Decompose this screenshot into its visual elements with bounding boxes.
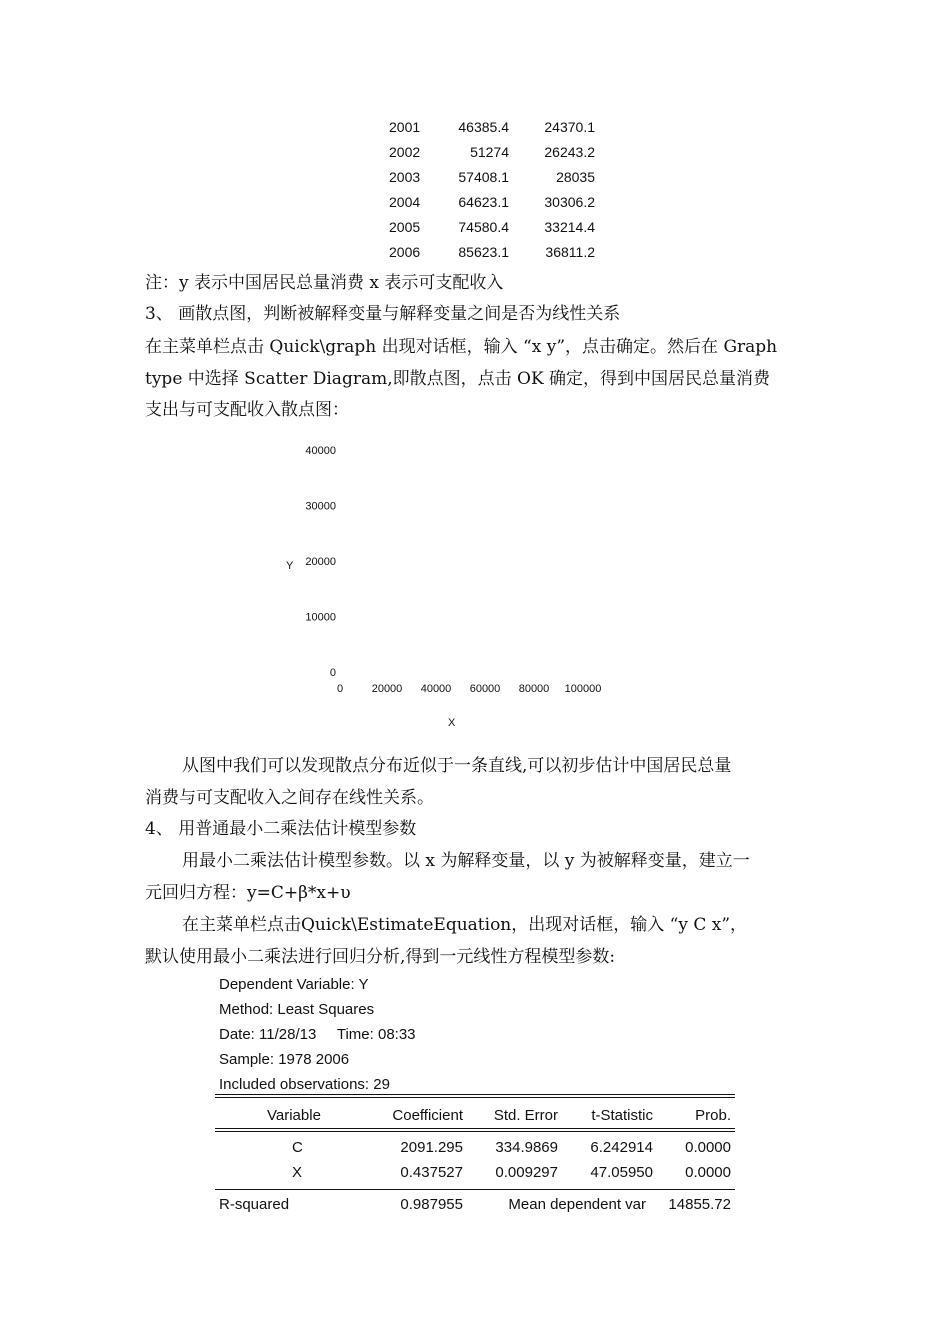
header-std-error: Std. Error bbox=[493, 1107, 558, 1124]
y-tick-label: 20000 bbox=[305, 556, 336, 568]
mean-dependent-label: Mean dependent var bbox=[508, 1196, 646, 1213]
header-rule-2 bbox=[215, 1131, 735, 1132]
header-rule bbox=[215, 1128, 735, 1129]
r-squared-value: 0.987955 bbox=[400, 1196, 463, 1213]
note-text: 注：y 表示中国居民总量消费 x 表示可支配收入 bbox=[145, 273, 504, 293]
x-tick-label: 40000 bbox=[420, 683, 452, 695]
header-variable: Variable bbox=[267, 1107, 321, 1124]
sample-text: Sample: 1978 2006 bbox=[219, 1051, 350, 1068]
section-3-line-1: 在主菜单栏点击 Quick\graph 出现对话框，输入 “x y”，点击确定。然后在 Graph bbox=[145, 337, 778, 357]
method-text: Method: Least Squares bbox=[219, 1001, 375, 1018]
section-4-para-2-line-2: 默认使用最小二乘法进行回归分析,得到一元线性方程模型参数: bbox=[145, 947, 616, 967]
section-3-line-2: type 中选择 Scatter Diagram,即散点图，点击 OK 确定，得到中国居民总量消费 bbox=[145, 369, 771, 389]
section-3-line-3: 支出与可支配收入散点图： bbox=[145, 400, 349, 420]
observations-text: Included observations: 29 bbox=[219, 1076, 390, 1093]
y-axis-label: Y bbox=[286, 560, 294, 572]
after-chart-line-1: 从图中我们可以发现散点分布近似于一条直线,可以初步估计中国居民总量 bbox=[182, 756, 732, 776]
y-tick-label: 40000 bbox=[305, 445, 336, 457]
dependent-variable-text: Dependent Variable: Y bbox=[219, 976, 369, 993]
after-chart-line-2: 消费与可支配收入之间存在线性关系。 bbox=[145, 788, 434, 808]
header-t-statistic: t-Statistic bbox=[591, 1107, 653, 1124]
r-squared-label: R-squared bbox=[219, 1196, 290, 1213]
section-4-para-1-line-1: 用最小二乘法估计模型参数。以 x 为解释变量，以 y 为被解释变量，建立一 bbox=[182, 851, 750, 871]
mean-dependent-value: 14855.72 bbox=[668, 1196, 731, 1213]
section-4-heading: 4、 用普通最小二乘法估计模型参数 bbox=[145, 819, 417, 839]
x-tick-label: 0 bbox=[336, 683, 344, 695]
x-axis-label: X bbox=[448, 717, 456, 729]
header-coefficient: Coefficient bbox=[392, 1107, 463, 1124]
y-tick-label: 30000 bbox=[305, 500, 336, 513]
x-tick-label: 20000 bbox=[371, 683, 403, 695]
section-4-para-1-line-2: 元回归方程：y=C+β*x+υ bbox=[145, 883, 351, 903]
x-tick-label: 100000 bbox=[564, 683, 602, 695]
x-tick-label: 60000 bbox=[469, 683, 501, 695]
section-4-para-2-line-1: 在主菜单栏点击Quick\EstimateEquation，出现对话框，输入 “y C x”， bbox=[182, 915, 748, 935]
body-rule bbox=[215, 1189, 735, 1190]
scatter-chart bbox=[270, 440, 630, 740]
table-top-rule bbox=[215, 1094, 735, 1095]
x-tick-label: 80000 bbox=[518, 683, 550, 695]
section-3-heading: 3、 画散点图，判断被解释变量与解释变量之间是否为线性关系 bbox=[145, 304, 621, 324]
y-tick-label: 10000 bbox=[305, 611, 336, 624]
header-prob: Prob. bbox=[695, 1107, 731, 1124]
table-top-rule-2 bbox=[215, 1097, 735, 1098]
date-text: Date: 11/28/13 Time: 08:33 bbox=[219, 1026, 416, 1043]
y-tick-label: 0 bbox=[329, 667, 336, 679]
